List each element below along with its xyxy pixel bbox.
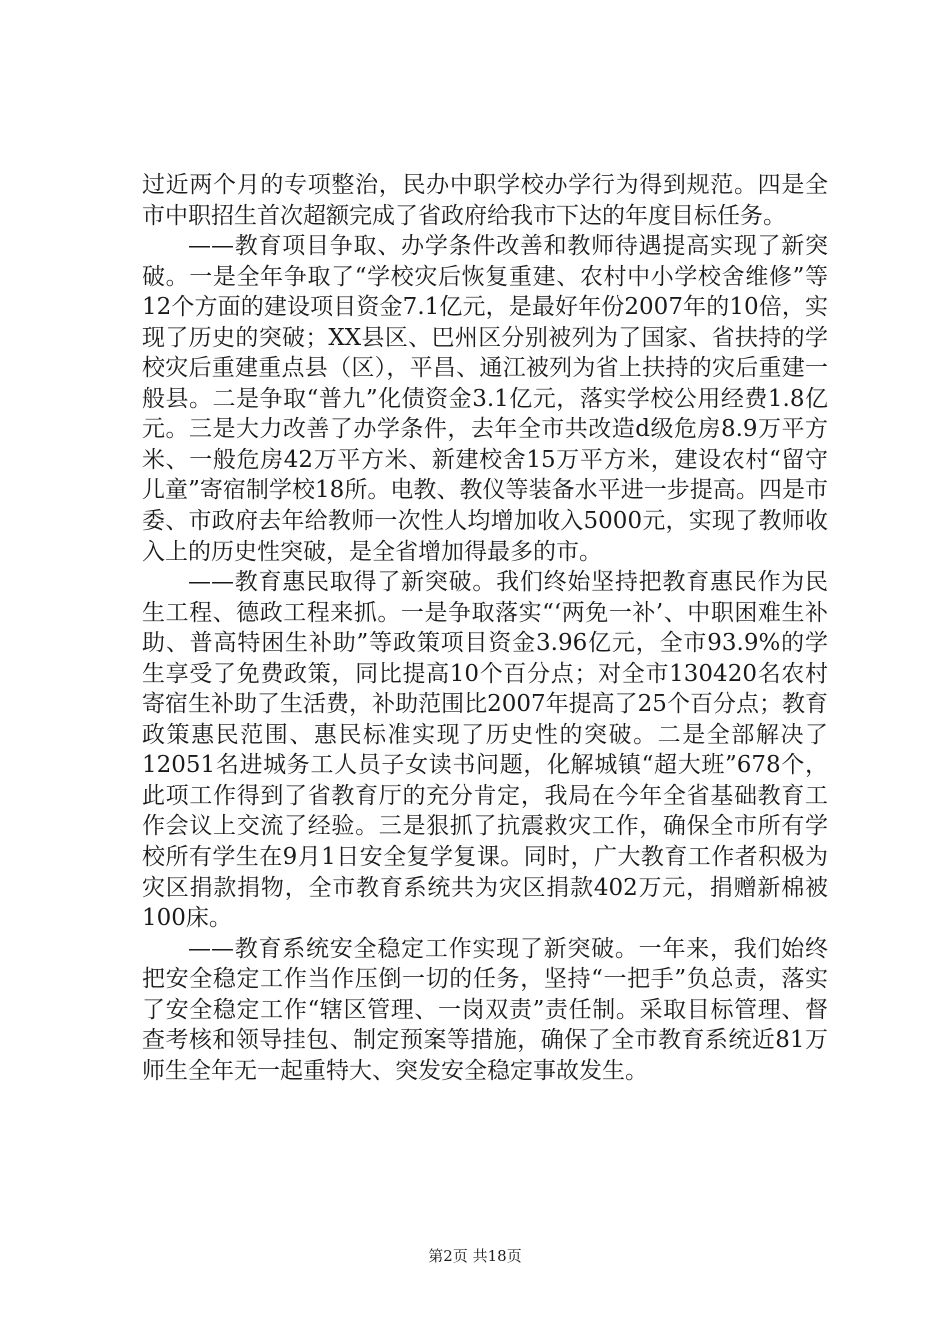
paragraph-3: ——教育惠民取得了新突破。我们终始坚持把教育惠民作为民生工程、德政工程来抓。一是争取落实“‘两免一补’、中职困难生补助、普高特困生补助”等政策项目资金3.96亿元，全市93.9%的学生享受了免费政策，同比提高10个百分点；对全市130420名农村寄宿生补助了生活费，补助范围比2007年提高了25个百分点；教育政策惠民范围、惠民标准实现了历史性的突破。二是全部解决了12051名进城务工人员子女读书问题，化解城镇“超大班”678个，此项工作得到了省教育厅的充分肯定，我局在今年全省基础教育工作会议上交流了经验。三是狠抓了抗震救灾工作，确保全市所有学校所有学生在9月1日安全复学复课。同时，广大教育工作者积极为灾区捐款捐物，全市教育系统共为灾区捐款402万元，捐赠新棉被100床。 (142, 569, 828, 932)
paragraph-4: ——教育系统安全稳定工作实现了新突破。一年来，我们始终把安全稳定工作当作压倒一切的任务，坚持“一把手”负总责，落实了安全稳定工作“辖区管理、一岗双责”责任制。采取目标管理、督查考核和领导挂包、制定预案等措施，确保了全市教育系统近81万师生全年无一起重特大、突发安全稳定事故发生。 (142, 935, 828, 1084)
body-text (142, 170, 828, 1086)
paragraph-2: ——教育项目争取、办学条件改善和教师待遇提高实现了新突破。一是全年争取了“学校灾后恢复重建、农村中小学校舍维修”等12个方面的建设项目资金7.1亿元，是最好年份2007年的10倍，实现了历史的突破；XX县区、巴州区分别被列为了国家、省扶持的学校灾后重建重点县（区），平昌、通江被列为省上扶持的灾后重建一般县。二是争取“普九”化债资金3.1亿元，落实学校公用经费1.8亿元。三是大力改善了办学条件，去年全市共改造d级危房8.9万平方米、一般危房42万平方米、新建校舍15万平方米，建设农村“留守儿童”寄宿制学校18所。电教、教仪等装备水平进一步提高。四是市委、市政府去年给教师一次性人均增加收入5000元，实现了教师收入上的历史性突破，是全省增加得最多的市。 (142, 233, 828, 565)
paragraph-1: 过近两个月的专项整治，民办中职学校办学行为得到规范。四是全市中职招生首次超额完成了省政府给我市下达的年度目标任务。 (142, 172, 828, 229)
page-footer: 第2页 共18页 (428, 1247, 522, 1265)
